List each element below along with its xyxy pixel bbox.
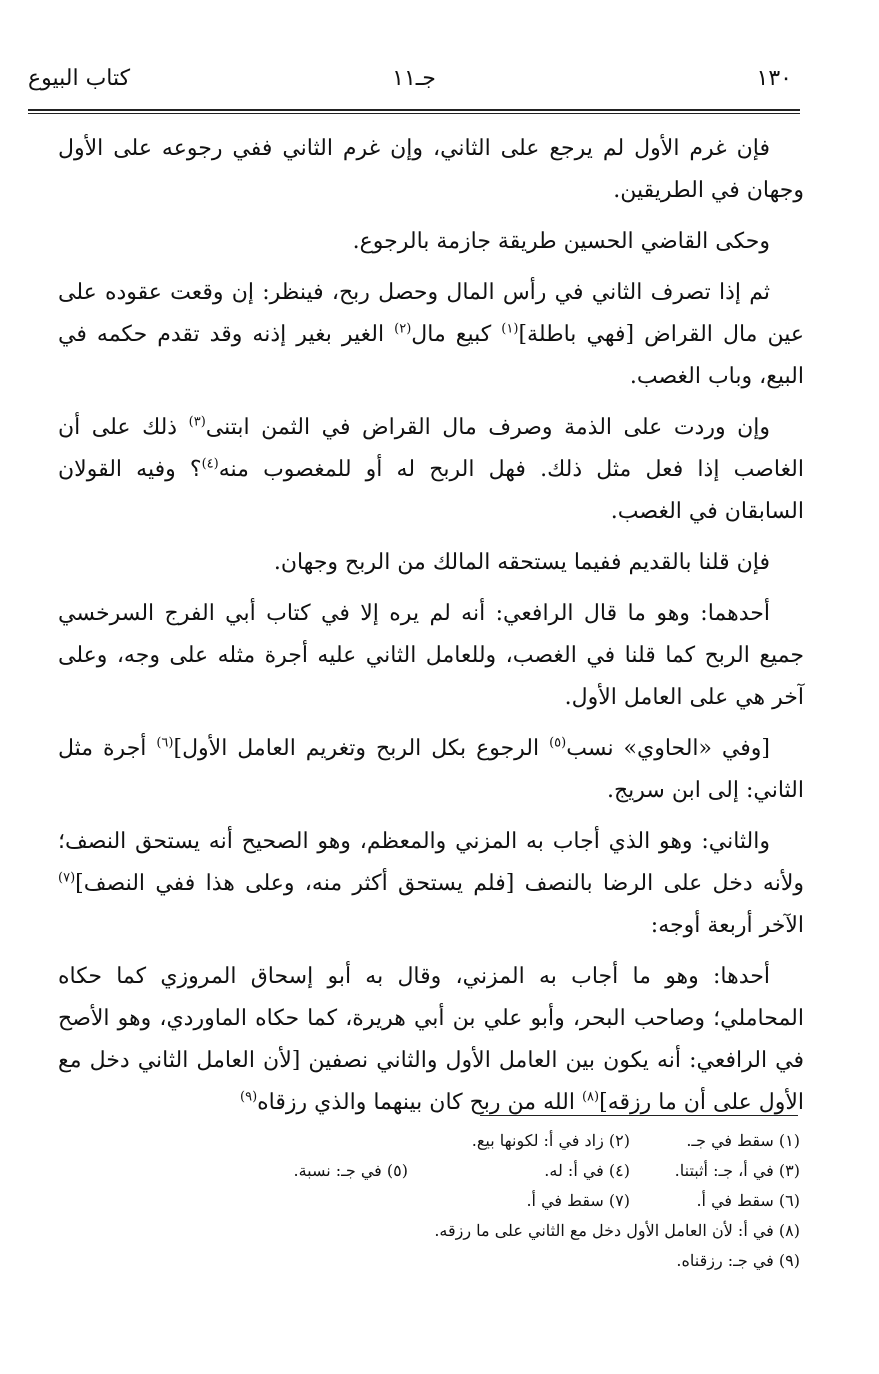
footnote-ref: (٥) (549, 735, 567, 751)
footnote: (٥) في جـ: نسبة. (293, 1161, 408, 1180)
page-number: ١٣٠ (756, 66, 792, 91)
footnote-ref: (٣) (188, 414, 206, 430)
footnote-row (100, 1216, 800, 1246)
footnote-ref: (٦) (156, 735, 174, 751)
footnote: (٣) في أ، جـ: أثبتنا. (674, 1161, 800, 1180)
text-run: الغير بغير إذنه وقد تقدم حكمه في البيع، وباب الغصب. (58, 322, 804, 389)
text-run: وإن وردت على الذمة وصرف مال القراض في الثمن ابتنى (205, 415, 770, 440)
text-run: ؟ وفيه القولان السابقان في الغصب. (58, 457, 804, 524)
footnote-separator (480, 1115, 798, 1116)
text-run: ذلك على أن الغاصب إذا فعل مثل ذلك. فهل الربح له أو للمغصوب منه (58, 415, 804, 482)
footnote-row (100, 1156, 800, 1186)
book-title: كتاب البيوع (28, 66, 131, 91)
paragraph (58, 956, 804, 1124)
footnote: (٧) سقط في أ. (526, 1191, 630, 1210)
footnote: (٦) سقط في أ. (696, 1191, 800, 1210)
text-run: ثم إذا تصرف الثاني في رأس المال وحصل ربح، فينظر: إن وقعت عقوده على عين مال القراض [فهي باطلة] (58, 280, 804, 347)
footnote: (٨) في أ: لأن العامل الأول دخل مع الثاني على ما رزقه. (434, 1221, 800, 1240)
header-rule (28, 109, 800, 111)
paragraph (58, 407, 804, 533)
paragraph (58, 728, 804, 812)
footnotes (100, 1126, 800, 1276)
footnote: (٩) في جـ: رزقناه. (676, 1251, 800, 1270)
text-run: فإن غرم الأول لم يرجع على الثاني، وإن غرم الثاني ففي رجوعه على الأول وجهان في الطريقين. (58, 136, 804, 203)
footnote-row (100, 1126, 800, 1156)
footnote-row (100, 1246, 800, 1276)
paragraph (58, 272, 804, 398)
footnote-ref: (٩) (240, 1089, 258, 1105)
footnote-ref: (٨) (581, 1089, 600, 1105)
footnote-ref: (٤) (201, 456, 219, 472)
running-header (28, 66, 800, 102)
paragraph (58, 128, 804, 212)
text-run: الرجوع بكل الربح وتغريم العامل الأول] (173, 736, 550, 761)
footnote: (٢) زاد في أ: لكونها بيع. (471, 1131, 630, 1150)
text-run: أحدهما: وهو ما قال الرافعي: أنه لم يره إلا في كتاب أبي الفرج السرخسي جميع الربح كما قلنا في الغصب، وللعامل الثاني عليه أجرة مثله على وجه، وعلى آخر هي على العامل الأول. (58, 601, 804, 710)
text-run: فإن قلنا بالقديم ففيما يستحقه المالك من الربح وجهان. (273, 550, 770, 575)
text-run: الآخر أربعة أوجه: (650, 913, 804, 938)
footnote-row (100, 1186, 800, 1216)
text-run: والثاني: وهو الذي أجاب به المزني والمعظم، وهو الصحيح أنه يستحق النصف؛ ولأنه دخل على الرضا بالنصف [فلم يستحق أكثر منه، وعلى هذا ففي النصف] (58, 829, 804, 896)
header-rule-thin (28, 113, 800, 114)
footnote-ref: (٧) (58, 870, 76, 886)
volume-label: جـ١١ (392, 66, 436, 91)
text-run: وحكى القاضي الحسين طريقة جازمة بالرجوع. (352, 229, 770, 254)
footnote-ref: (٢) (394, 321, 412, 337)
paragraph (58, 821, 804, 947)
text-run: كبيع مال (411, 322, 502, 347)
text-run: الله من ربح كان بينهما والذي رزقاه (257, 1090, 582, 1115)
text-run: أحدها: وهو ما أجاب به المزني، وقال به أبو إسحاق المروزي كما حكاه المحاملي؛ وصاحب البحر، وأبو علي بن أبي هريرة، كما حكاه الماوردي، وهو الأصح في الرافعي: أنه يكون بين العامل الأول والثاني نصفين [لأن العامل الثاني دخل مع الأول على أن ما رزقه] (58, 964, 804, 1115)
paragraph (58, 593, 804, 719)
main-text (58, 128, 804, 1115)
paragraph (58, 221, 804, 263)
paragraph (58, 542, 804, 584)
footnote: (٤) في أ: له. (544, 1161, 630, 1180)
footnote: (١) سقط في جـ. (686, 1131, 800, 1150)
text-run: [وفي «الحاوي» نسب (566, 736, 770, 761)
text-run: أجرة مثل الثاني: إلى ابن سريج. (58, 736, 804, 803)
footnote-ref: (١) (501, 321, 519, 337)
